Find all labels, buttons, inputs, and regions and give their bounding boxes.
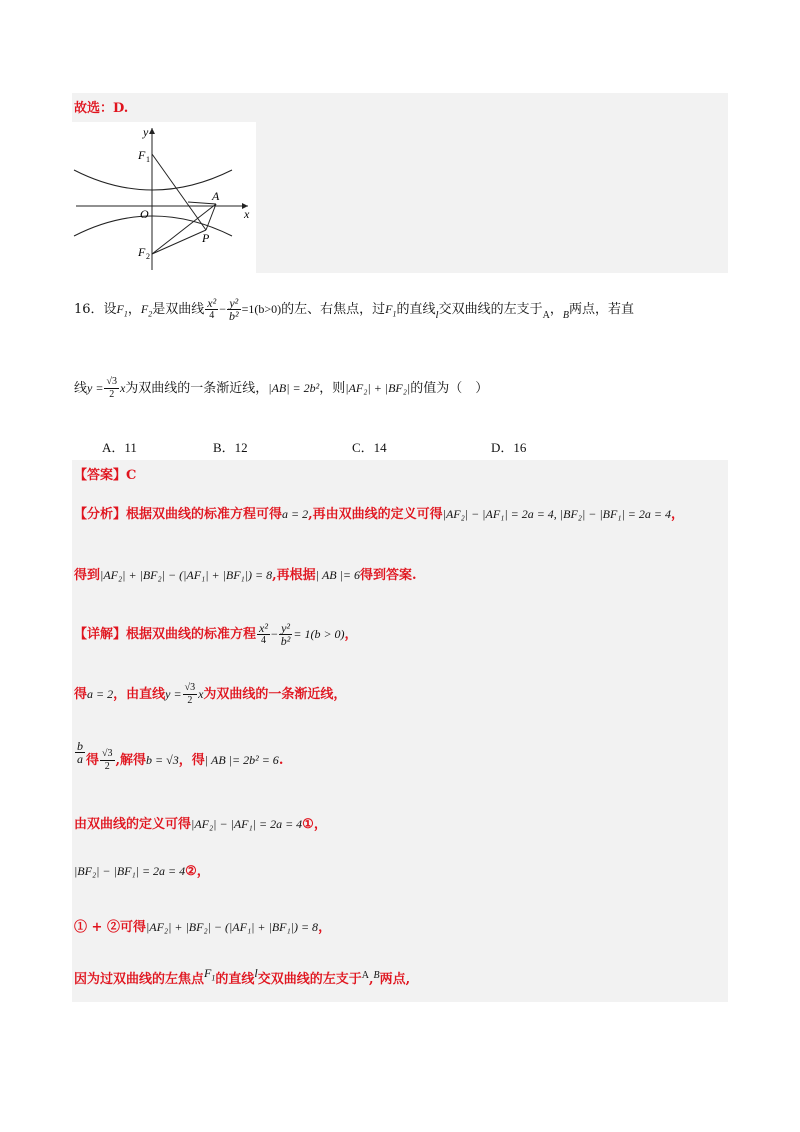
definition-bf: |BF₂| − |BF₁| = 2a = 4 — [74, 864, 186, 878]
fraction-x2-4: $\frac{\text{x²}}{4}$ — [259, 621, 268, 646]
fraction-sqrt3-2: $\frac{√3}{2}$ — [184, 682, 196, 706]
hyperbola-figure — [72, 122, 256, 274]
q-text: ， — [549, 302, 563, 317]
q-text: ，则 — [319, 381, 346, 396]
ab-value: | AB |= 2b² = 6 — [204, 753, 279, 767]
detail-text: ， — [318, 920, 332, 935]
q-text: 的左、右焦点，过 — [281, 302, 386, 317]
analysis-text: 得到答案. — [360, 568, 417, 583]
fraction-y2-b2: $\frac{\text{y²}}{\text{b²}}$ — [228, 296, 239, 323]
detail-text: . — [278, 753, 284, 768]
equation-end: =1(b>0) — [241, 302, 282, 316]
b-value: b = √3 — [146, 753, 179, 767]
detail-text: 【详解】根据双曲线的标准方程 — [74, 627, 257, 642]
asymptote-lhs: y = — [87, 381, 104, 395]
equation-end: = 1(b > 0) — [293, 627, 345, 641]
detail-text: 的直线 — [215, 972, 255, 987]
point-a: A — [542, 310, 550, 321]
detail-text: ②， — [185, 864, 210, 879]
question-line-2 — [74, 376, 488, 401]
point-b: B — [373, 970, 380, 981]
option-b[interactable]: B．12 — [213, 440, 248, 455]
detail-line-6 — [74, 918, 331, 937]
detail-line-3 — [74, 739, 284, 773]
f2-label: F — [138, 245, 146, 259]
detail-text: 由双曲线的定义可得 — [74, 817, 192, 832]
option-a[interactable]: A．11 — [102, 440, 137, 455]
detail-text: 交双曲线的左支于 — [257, 972, 362, 987]
point-a: A — [361, 970, 369, 981]
detail-text: 为双曲线的一条渐近线， — [203, 687, 347, 702]
y-axis-label: y — [143, 125, 149, 139]
point-a-label: A — [212, 189, 220, 203]
option-c[interactable]: C．14 — [352, 440, 387, 455]
option-d[interactable]: D．16 — [491, 440, 527, 455]
fraction-x2-4: $\frac{\text{x²}}{4}$ — [207, 296, 217, 321]
detail-text: 因为过双曲线的左焦点 — [74, 972, 205, 987]
analysis-text: ， — [670, 507, 684, 522]
a-equals-2: a = 2 — [282, 507, 309, 521]
q-text: 的值为（ ） — [410, 381, 489, 396]
analysis-line-2 — [74, 566, 417, 585]
f1-label: F — [138, 148, 146, 162]
target-expression: |AF₂| + |BF₂| — [345, 381, 411, 395]
q-text: 交双曲线的左支于 — [438, 302, 543, 317]
question-line-1: 16．设$F_1$，$F_2$是双曲线 $\frac{\text{x²}}{4}$ − $\frac{\text{y²}}{\text{b²}}$ =1(b>0)的左、右焦点，过$F_1$的直线$_l$交双曲线的左支于$_A$，$_B$两点，若直 — [74, 296, 634, 323]
sum-equation: |AF₂| + |BF₂| − (|AF₁| + |BF₁|) = 8 — [145, 920, 319, 934]
detail-line-4 — [74, 815, 327, 834]
q-text: 16．设 — [74, 302, 117, 317]
a-equals-2: a = 2 — [87, 687, 114, 701]
detail-text: ,解得 — [115, 753, 147, 768]
asymptote-x: x — [119, 381, 126, 395]
x-axis-label: x — [244, 207, 250, 221]
detail-text: ①， — [302, 817, 327, 832]
line-l: l — [435, 309, 439, 321]
fraction-b-a: $\frac{b}{a}$ — [77, 739, 83, 766]
fraction-sqrt3-2: $\frac{√3}{2}$ — [106, 376, 117, 400]
detail-text: 得 — [74, 687, 88, 702]
fraction-sqrt3-2: $\frac{√3}{2}$ — [102, 748, 113, 772]
asymptote-lhs: y = — [165, 687, 182, 701]
analysis-text: 【分析】根据双曲线的标准方程可得 — [74, 507, 283, 522]
analysis-text: ,再由双曲线的定义可得 — [308, 507, 443, 522]
detail-line-1: 【详解】根据双曲线的标准方程 $\frac{\text{x²}}{4}$ − $\frac{\text{y²}}{\text{b²}}$ = 1(b > 0)， — [74, 621, 358, 648]
previous-conclusion: 故选：D. — [74, 101, 129, 116]
detail-text: ， — [344, 627, 358, 642]
q-text: 线 — [74, 381, 88, 396]
line-l: l — [254, 966, 258, 980]
detail-text: ，由直线 — [113, 687, 166, 702]
ab-equation: |AB| = 2b² — [268, 381, 320, 395]
point-p-label: P — [202, 231, 210, 245]
point-b: B — [562, 310, 569, 321]
f1-sub: 1 — [146, 155, 150, 164]
asymptote-x: x — [198, 687, 204, 701]
q-text: ， — [127, 302, 141, 317]
analysis-text: ,再根据 — [272, 568, 316, 583]
q-text: 两点，若直 — [568, 302, 634, 317]
detail-line-7: 因为过双曲线的左焦点$F_1$的直线l交双曲线的左支于$^A$,$^B$两点, — [74, 966, 411, 987]
detail-line-5 — [74, 862, 210, 881]
f2-sub: 2 — [146, 252, 150, 261]
definition-equations: |AF₂| − |AF₁| = 2a = 4, |BF₂| − |BF₁| = 2a = 4 — [442, 507, 671, 521]
answer-line: 【答案】C — [74, 468, 137, 483]
definition-af: |AF₂| − |AF₁| = 2a = 4 — [191, 817, 303, 831]
detail-text: ① + ②可得 — [74, 920, 146, 935]
analysis-text: 得到 — [74, 568, 101, 583]
detail-text: 得 — [86, 753, 100, 768]
focus-f1: $F_1$ — [204, 966, 216, 983]
ab-equals-6: | AB |= 6 — [315, 568, 361, 582]
analysis-line-1 — [74, 505, 684, 524]
sum-equation: |AF₂| + |BF₂| − (|AF₁| + |BF₁|) = 8 — [100, 568, 273, 582]
detail-line-2 — [74, 682, 346, 707]
q-text: 是双曲线 — [152, 302, 205, 317]
origin-label: O — [140, 207, 149, 221]
detail-text: ，得 — [178, 753, 205, 768]
q-text: 的直线 — [396, 302, 436, 317]
fraction-y2-b2: $\frac{\text{y²}}{\text{b²}}$ — [280, 621, 291, 648]
detail-text: 两点, — [379, 972, 411, 987]
q-text: 为双曲线的一条渐近线， — [125, 381, 269, 396]
